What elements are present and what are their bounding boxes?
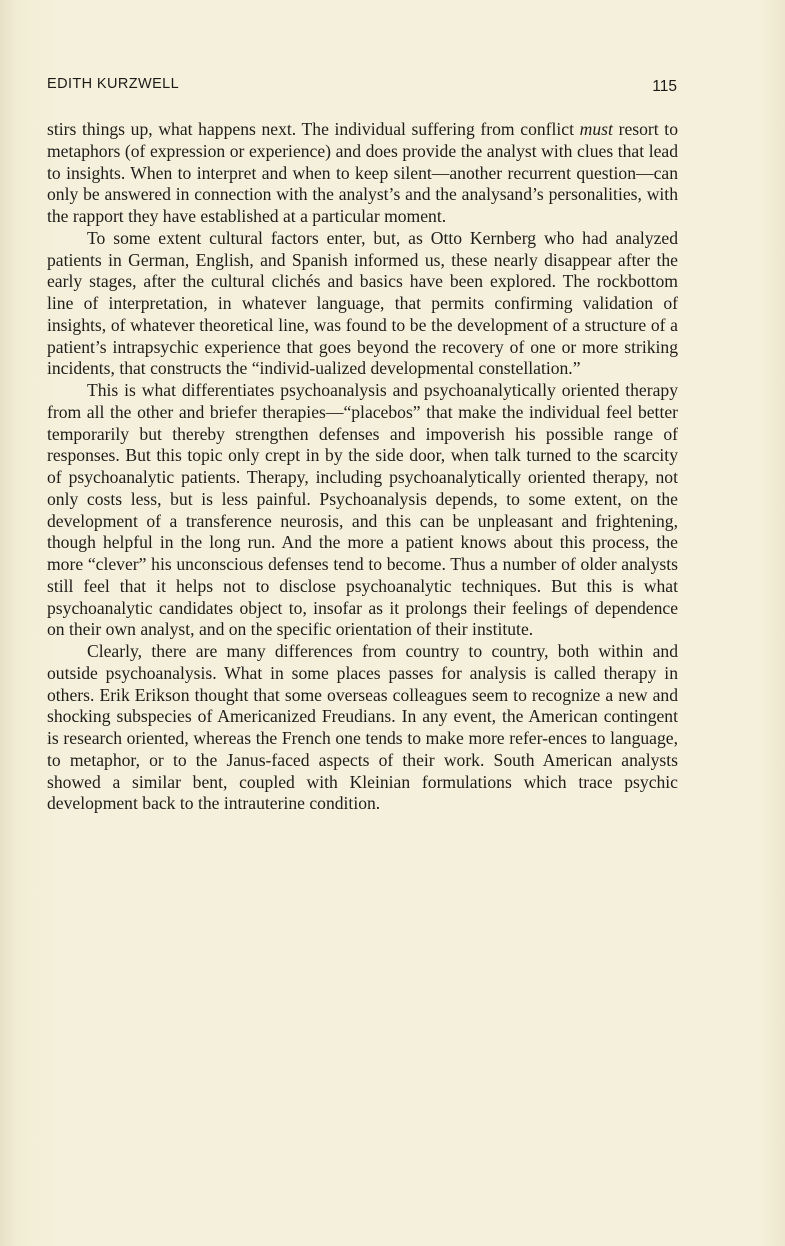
page-number: 115 (652, 78, 677, 95)
paragraph-1-text-end: resort to metaphors (of expression or experience) and does provide the analyst with clues that lead to insights. When to interpret and when to keep silent—another recurrent question—can only be answered in connection with the analyst’s and the analysand’s personalities, with the rapport they have established at a particular moment. (47, 119, 678, 226)
running-head: EDITH KURZWELL (47, 76, 180, 92)
body-text (47, 119, 678, 815)
emphasized-word: must (579, 119, 613, 139)
paragraph-4: Clearly, there are many differences from country to country, both within and outside psychoanalysis. What in some places passes for analysis is called therapy in others. Erik Erikson thought that some overseas colleagues seem to recognize a new and shocking subspecies of Americanized Freudians. In any event, the American contingent is research oriented, whereas the French one tends to make more refer-ences to language, to metaphor, or to the Janus-faced aspects of their work. South American analysts showed a similar bent, coupled with Kleinian formulations which trace psychic development back to the intrauterine condition. (47, 641, 678, 814)
paragraph-2: To some extent cultural factors enter, but, as Otto Kernberg who had analyzed patients in German, English, and Spanish informed us, these nearly disappear after the early stages, after the cultural clichés and basics have been explored. The rockbottom line of interpretation, in whatever language, that permits confirming validation of insights, of whatever theoretical line, was found to be the development of a structure of a patient’s intrapsychic experience that goes beyond the recovery of one or more striking incidents, that constructs the “individ-ualized developmental constellation.” (47, 227, 678, 379)
page-header (47, 74, 677, 96)
paragraph-1-text-start: stirs things up, what happens next. The individual suffering from conflict (47, 119, 580, 139)
paragraph-3: This is what differentiates psychoanalysis and psychoanalytically oriented therapy from all the other and briefer therapies—“placebos” that make the individual feel better temporarily but thereby strengthen defenses and impoverish his possible range of responses. But this topic only crept in by the side door, when talk turned to the scarcity of psychoanalytic patients. Therapy, including psychoanalytically oriented therapy, not only costs less, but is less painful. Psychoanalysis depends, to some extent, on the development of a transference neurosis, and this can be unpleasant and frightening, though helpful in the long run. And the more a patient knows about this process, the more “clever” his unconscious defenses tend to become. Thus a number of older analysts still feel that it helps not to disclose psychoanalytic techniques. But this is what psychoanalytic candidates object to, insofar as it prolongs their feelings of dependence on their own analyst, and on the specific orientation of their institute. (47, 380, 678, 640)
paragraph-1 (47, 119, 678, 228)
